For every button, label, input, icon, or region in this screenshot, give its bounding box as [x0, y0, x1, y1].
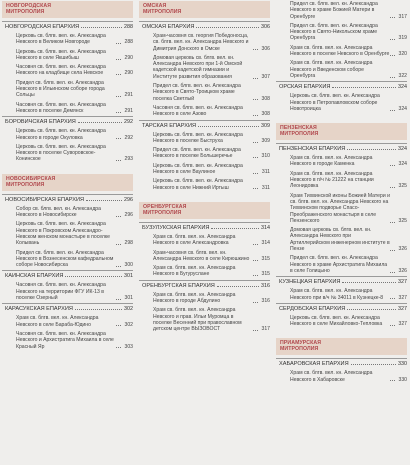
toc-entry[interactable] [2, 314, 133, 329]
toc-entry[interactable] [139, 104, 270, 119]
page-number: 327 [398, 279, 407, 286]
entry-text: Храм св. блгв. вел. кн. Александра Невского в Хабаровске [290, 370, 373, 383]
leader-dots [253, 99, 258, 100]
toc-entry[interactable] [276, 314, 407, 329]
entry-text: Домовая церковь св. блгв. вел. кн. Александра Невского при 1-й Омской кадетской кадетской гимназии и Институте развития образования [153, 54, 243, 80]
toc-entry[interactable] [139, 264, 270, 279]
entry-text: Церковь св. блгв. вел. кн. Александра Невского в селе Нижний Иртыш [153, 178, 243, 191]
toc-entry[interactable] [139, 162, 270, 177]
leader-dots [217, 286, 259, 287]
entry-text: Храм св. блгв. вел. кн. Александра Невского в селе Бараба-Юдино [16, 315, 99, 328]
toc-entry[interactable] [139, 249, 270, 264]
toc-entry[interactable] [276, 254, 407, 275]
page-number: 309 [261, 122, 270, 129]
eparchy-title: ТАРСКАЯ ЕПАРХИЯ [142, 122, 197, 129]
metropolis-heading-line: НОВГОРОДСКАЯ [6, 3, 52, 9]
entry-text: Церковь св. блгв. вел. кн. Александра Невского в селе Якшибыш [16, 48, 106, 61]
metropolis-heading-line: ОРЕНБУРГСКАЯ [143, 203, 187, 210]
leader-dots [116, 299, 121, 300]
leader-dots [116, 325, 121, 326]
column-left [2, 0, 133, 465]
eparchy-title: ОРЕНБУРГСКАЯ ЕПАРХИЯ [142, 282, 215, 289]
entry-text: Церковь св. блгв. вел. кн. Александра Невского в Великом Новгороде [16, 33, 106, 46]
entry-text: Храм Тихвинской иконы Божией Матери и св. блгв. вел. кн. Александра Невского на Тихвинском подворье Спасо-Преображенского монастыря в селе Пензенского [290, 192, 390, 224]
entry-text: Храм св. блгв. вел. кн. Александра Невского в городе Каменка [290, 155, 373, 168]
eparchy-title: КАРАСУКСКАЯ ЕПАРХИЯ [5, 306, 73, 313]
page-number: 291 [124, 107, 133, 114]
leader-dots [253, 260, 258, 261]
toc-entry[interactable] [139, 82, 270, 103]
page-number: 288 [124, 39, 133, 46]
entry-text: Церковь св. блгв. вел. кн. Александра Невского в селе Михайловко-Тепловка [290, 314, 383, 328]
entry-text: Храм св. блгв. вел. кн. Александра Невского в Бугуруслане [153, 265, 236, 278]
page-number: 307 [261, 73, 270, 80]
leader-dots [253, 173, 258, 174]
page-number: 308 [261, 95, 270, 102]
column-right [276, 0, 407, 465]
entry-text: Придел св. блгв. вел. кн. Александра Невского в Вознесенском кафедральном соборе Новосибирска [16, 249, 114, 269]
metropolis-heading [139, 1, 270, 18]
eparchy-title: НОВГОРОДСКАЯ ЕПАРХИЯ [5, 24, 80, 30]
leader-dots [253, 49, 258, 50]
leader-dots [116, 59, 121, 60]
entry-text: Храм св. блгв. вел. кн. Александра Невского при в/ч № 34011 в Кузнецке-8 [290, 288, 384, 301]
eparchy-heading[interactable] [2, 303, 133, 313]
metropolis-heading [276, 123, 407, 140]
leader-dots [390, 380, 395, 381]
toc-entry[interactable] [2, 32, 133, 47]
leader-dots [253, 157, 258, 158]
toc-entry[interactable] [2, 281, 133, 302]
toc-entry[interactable] [276, 287, 407, 302]
page-number: 306 [261, 24, 270, 30]
spacer [276, 329, 407, 337]
leader-dots [390, 298, 395, 299]
page-number: 290 [124, 70, 133, 77]
eparchy-heading[interactable] [276, 358, 407, 368]
eparchy-heading[interactable] [139, 280, 270, 290]
page-number: 330 [398, 361, 407, 368]
toc-entry[interactable] [2, 249, 133, 270]
leader-dots [116, 138, 121, 139]
toc-entry[interactable] [276, 226, 407, 253]
eparchy-title: НОВОСИБИРСКАЯ ЕПАРХИЯ [5, 196, 85, 203]
entry-text: Придел св. блгв. вел. кн. Александра Невского в храме Архистратига Михаила в селе Голицыно [290, 255, 388, 274]
page-number: 298 [124, 240, 133, 247]
eparchy-title: ПЕНЗЕНСКАЯ ЕПАРХИЯ [279, 146, 346, 153]
page-number: 325 [398, 217, 407, 224]
eparchy-title: ОМСКАЯ ЕПАРХИЯ [142, 24, 195, 30]
entry-text: Церковь св. блгв. вел. кн. Александра Невского в селе Ваулиное [153, 162, 243, 176]
toc-entry[interactable] [276, 59, 407, 80]
page-number: 314 [261, 240, 270, 247]
eparchy-heading[interactable] [276, 276, 407, 286]
spacer [2, 165, 133, 173]
leader-dots [253, 244, 258, 245]
toc-entry[interactable] [2, 79, 133, 100]
toc-entry[interactable] [276, 170, 407, 191]
toc-entry[interactable] [276, 0, 407, 21]
leader-dots [390, 272, 395, 273]
page-number: 327 [398, 305, 407, 312]
leader-dots [78, 122, 122, 123]
entry-text: Храм-часовня св. георгия Победоносца, св. блгв. вел. кн. Александра Невского и Димитрия Донского в Омске [153, 33, 249, 52]
page-number: 327 [398, 294, 407, 301]
entry-text: Церковь св. блгв. вел. кн. Александра Невского в Петропавловском соборе Новотроицка [290, 93, 380, 112]
toc-entry[interactable] [2, 143, 133, 164]
leader-dots [253, 78, 258, 79]
page-number: 326 [398, 267, 407, 274]
eparchy-title: КУЗНЕЦКАЯ ЕПАРХИЯ [279, 279, 341, 286]
leader-dots [347, 309, 396, 310]
page-number: 317 [261, 326, 270, 333]
page-number: 311 [261, 184, 270, 191]
page-number: 330 [398, 376, 407, 383]
metropolis-heading [2, 1, 133, 18]
entry-text: Придел св. блгв. вел. кн. Александра Невского в поселке Большеречье [153, 147, 241, 160]
page-number: 315 [261, 255, 270, 262]
leader-dots [116, 96, 121, 97]
eparchy-heading[interactable] [139, 120, 270, 130]
page-number: 290 [124, 54, 133, 61]
page-number: 325 [398, 183, 407, 190]
leader-dots [253, 115, 258, 116]
metropolis-heading-line: МИТРОПОЛИЯ [143, 9, 182, 15]
toc-entry[interactable] [276, 369, 407, 384]
eparchy-title: БОРОВИЧСКАЯ ЕПАРХИЯ [5, 119, 76, 126]
entry-text: Храм св. блгв. вел. кн. Александра Невского в поселке Невского в Оренбурге [290, 44, 390, 58]
entry-text: Храм св. блгв. вел. кн. Александра Невского в городе Абдулино [153, 291, 236, 305]
eparchy-title: ХАБАРОВСКАЯ ЕПАРХИЯ [279, 361, 349, 368]
page-number: 316 [261, 298, 270, 305]
toc-entry[interactable] [139, 291, 270, 306]
metropolis-heading-line: НОВОСИБИРСКАЯ [6, 175, 56, 182]
toc-entry[interactable] [276, 92, 407, 113]
eparchy-heading[interactable] [139, 21, 270, 31]
page-number: 293 [124, 156, 133, 163]
entry-text: Церковь св. блгв. вел. кн. Александра Невского в городе Окуловка [16, 128, 106, 141]
toc-entry[interactable] [2, 48, 133, 63]
entry-text: Собор св. блгв. вел. кн. Александра Невского в Новосибирске [16, 205, 101, 219]
page-number: 296 [124, 196, 133, 203]
spacer [276, 114, 407, 122]
entry-text: Придел св. блгв. вел. кн. Александра Невского в храме Божией Матери в Оренбурге [290, 1, 378, 20]
page-number: 309 [261, 137, 270, 144]
leader-dots [390, 165, 395, 166]
eparchy-title: ОРСКАЯ ЕПАРХИЯ [279, 84, 331, 91]
entry-text: Церковь св. блгв. вел. кн. Александра Невского в поселке Быструха [153, 131, 243, 144]
page-number: 291 [124, 92, 133, 99]
entry-text: Часовня св. блгв. вел. кн. Александра Невского на территории ФГУ ИК-13 в поселке Озерный [16, 282, 106, 302]
entry-text: Церковь св. блгв. вел. кн. Александра Невского в поселке Суворовское-Конинское [16, 143, 106, 163]
leader-dots [116, 216, 121, 217]
entry-text: Храм-часовня св. блгв. вел. кн. Александра Невского в селе Кирюшкино [153, 249, 250, 262]
leader-dots [253, 142, 258, 143]
eparchy-heading[interactable] [2, 21, 133, 31]
toc-entry[interactable] [276, 44, 407, 59]
metropolis-heading-line: МИТРОПОЛИЯ [6, 9, 45, 15]
metropolis-heading [2, 174, 133, 191]
leader-dots [116, 244, 121, 245]
entry-text: Храм св. блгв. вел. кн. Александра Невского и Введенском соборе Оренбурга [290, 60, 373, 79]
metropolis-heading-line: ОМСКАЯ [143, 3, 167, 9]
leader-dots [211, 228, 259, 229]
page-number: 324 [398, 84, 407, 91]
page-number: 324 [398, 105, 407, 112]
page-number: 288 [124, 24, 133, 30]
entry-text: Придел св. блгв. вел. кн. Александра Невского в Свято-Троицком храме поселка Светлый [153, 83, 241, 102]
toc-entry[interactable] [2, 101, 133, 116]
page-number: 296 [124, 212, 133, 219]
page-number: 303 [124, 343, 133, 350]
leader-dots [81, 27, 122, 28]
metropolis-heading-line: МИТРОПОЛИЯ [280, 346, 319, 353]
leader-dots [347, 149, 396, 150]
toc-entry[interactable] [2, 63, 133, 78]
page-number: 292 [124, 119, 133, 126]
page-number: 319 [398, 35, 407, 42]
toc-entry[interactable] [276, 192, 407, 225]
leader-dots [390, 325, 395, 326]
page-number: 324 [398, 146, 407, 153]
eparchy-heading[interactable] [276, 143, 407, 153]
leader-dots [253, 302, 258, 303]
metropolis-heading-line: МИТРОПОЛИЯ [6, 181, 45, 188]
toc-entry[interactable] [139, 306, 270, 333]
eparchy-heading[interactable] [2, 194, 133, 204]
page-number: 327 [398, 321, 407, 328]
page-number: 308 [261, 111, 270, 118]
page-number: 310 [261, 153, 270, 160]
eparchy-title: БУЗУЛУКСКАЯ ЕПАРХИЯ [142, 224, 210, 231]
leader-dots [116, 74, 121, 75]
leader-dots [351, 364, 396, 365]
leader-dots [253, 188, 258, 189]
entry-text: Храм св. блгв. вел. кн. Александра Невского в п/ч № 21222 на станции Леонидовка [290, 170, 374, 190]
toc-entry[interactable] [139, 233, 270, 248]
leader-dots [390, 222, 395, 223]
leader-dots [196, 27, 259, 28]
page-number: 315 [261, 271, 270, 278]
metropolis-heading-line: МИТРОПОЛИЯ [143, 209, 182, 216]
leader-dots [390, 187, 395, 188]
toc-entry[interactable] [2, 330, 133, 351]
metropolis-heading-line: ПЕНЗЕНСКАЯ [280, 125, 317, 132]
eparchy-heading[interactable] [2, 270, 133, 280]
leader-dots [198, 126, 259, 127]
entry-text: Часовня св. блгв. вел. кн. Александра Невского на кладбище села Невское [16, 64, 106, 77]
toc-entry[interactable] [2, 220, 133, 247]
page-number: 324 [398, 161, 407, 168]
toc-entry[interactable] [276, 22, 407, 43]
leader-dots [116, 43, 121, 44]
page-number: 326 [398, 246, 407, 253]
toc-entry[interactable] [139, 146, 270, 161]
eparchy-title: КАИНСКАЯ ЕПАРХИЯ [5, 273, 64, 280]
metropolis-heading-line: МИТРОПОЛИЯ [280, 131, 319, 138]
page-number: 300 [124, 262, 133, 269]
entry-text: Часовня св. блгв. вел. кн. Александра Невского в селе Азово [153, 104, 243, 118]
page-number: 316 [261, 282, 270, 289]
leader-dots [65, 276, 122, 277]
toc-entry[interactable] [2, 127, 133, 142]
leader-dots [116, 266, 121, 267]
entry-text: Церковь св. блгв. вел. кн. Александра Невского в Покровском Александро-Невском женском монастыре в поселке Колывань [16, 221, 110, 247]
entry-text: Храм св. блгв. вел. кн. Александра Невского и прав. Ильи Муромца в поселке Весенний при православном детском центре ВЫЗОВОСТ [153, 307, 242, 333]
toc-entry[interactable] [139, 32, 270, 53]
toc-entry[interactable] [276, 154, 407, 169]
page-number: 301 [124, 273, 133, 280]
eparchy-title: СЕРДОБСКАЯ ЕПАРХИЯ [279, 305, 346, 312]
leader-dots [253, 330, 258, 331]
toc-entry[interactable] [2, 205, 133, 220]
entry-text: Придел св. блгв. вел. кн. Александра Невского в Ильинском соборе города Сольцы [16, 79, 105, 99]
page-number: 311 [261, 169, 270, 176]
entry-text: Часовня св. блгв. вел. кн. Александра Невского и Архистратига Михаила в селе Красный Яр [16, 330, 114, 350]
entry-text: Придел св. блгв. вел. кн. Александра Невского в Свято-Никольском храме Оренбурга [290, 22, 378, 42]
leader-dots [75, 309, 122, 310]
leader-dots [390, 55, 395, 56]
leader-dots [253, 275, 258, 276]
toc-entry[interactable] [139, 177, 270, 192]
eparchy-heading[interactable] [139, 222, 270, 232]
page-number: 322 [398, 72, 407, 79]
leader-dots [390, 39, 395, 40]
leader-dots [116, 112, 121, 113]
page-number: 302 [124, 306, 133, 313]
metropolis-heading-line: ПРИАМУРСКАЯ [280, 340, 322, 347]
column-middle [139, 0, 270, 465]
leader-dots [390, 250, 395, 251]
leader-dots [390, 110, 395, 111]
leader-dots [86, 200, 122, 201]
leader-dots [332, 87, 396, 88]
toc-entry[interactable] [139, 54, 270, 81]
page-number: 301 [124, 295, 133, 302]
eparchy-heading[interactable] [276, 81, 407, 91]
leader-dots [390, 77, 395, 78]
page-number: 306 [261, 45, 270, 52]
eparchy-heading[interactable] [276, 303, 407, 313]
page-number: 292 [124, 134, 133, 141]
toc-entry[interactable] [139, 131, 270, 146]
entry-text: Храм св. блгв. вел. кн. Александра Невского в селе Александровка [153, 233, 236, 247]
metropolis-heading [276, 338, 407, 355]
page-number: 320 [398, 51, 407, 58]
spacer [139, 193, 270, 201]
page-number: 314 [261, 224, 270, 231]
leader-dots [116, 347, 121, 348]
eparchy-heading[interactable] [2, 116, 133, 126]
page-number: 302 [124, 321, 133, 328]
entry-text: Домовая церковь св. блгв. вел. кн. Александра Невского при Артиллерийском инженерном институте в Пензе [290, 227, 390, 253]
page-number: 317 [398, 13, 407, 20]
metropolis-heading [139, 202, 270, 219]
leader-dots [342, 282, 396, 283]
entry-text: Часовня св. блгв. вел. кн. Александра Невского в поселке Демянск [16, 101, 106, 114]
leader-dots [390, 17, 395, 18]
leader-dots [116, 160, 121, 161]
